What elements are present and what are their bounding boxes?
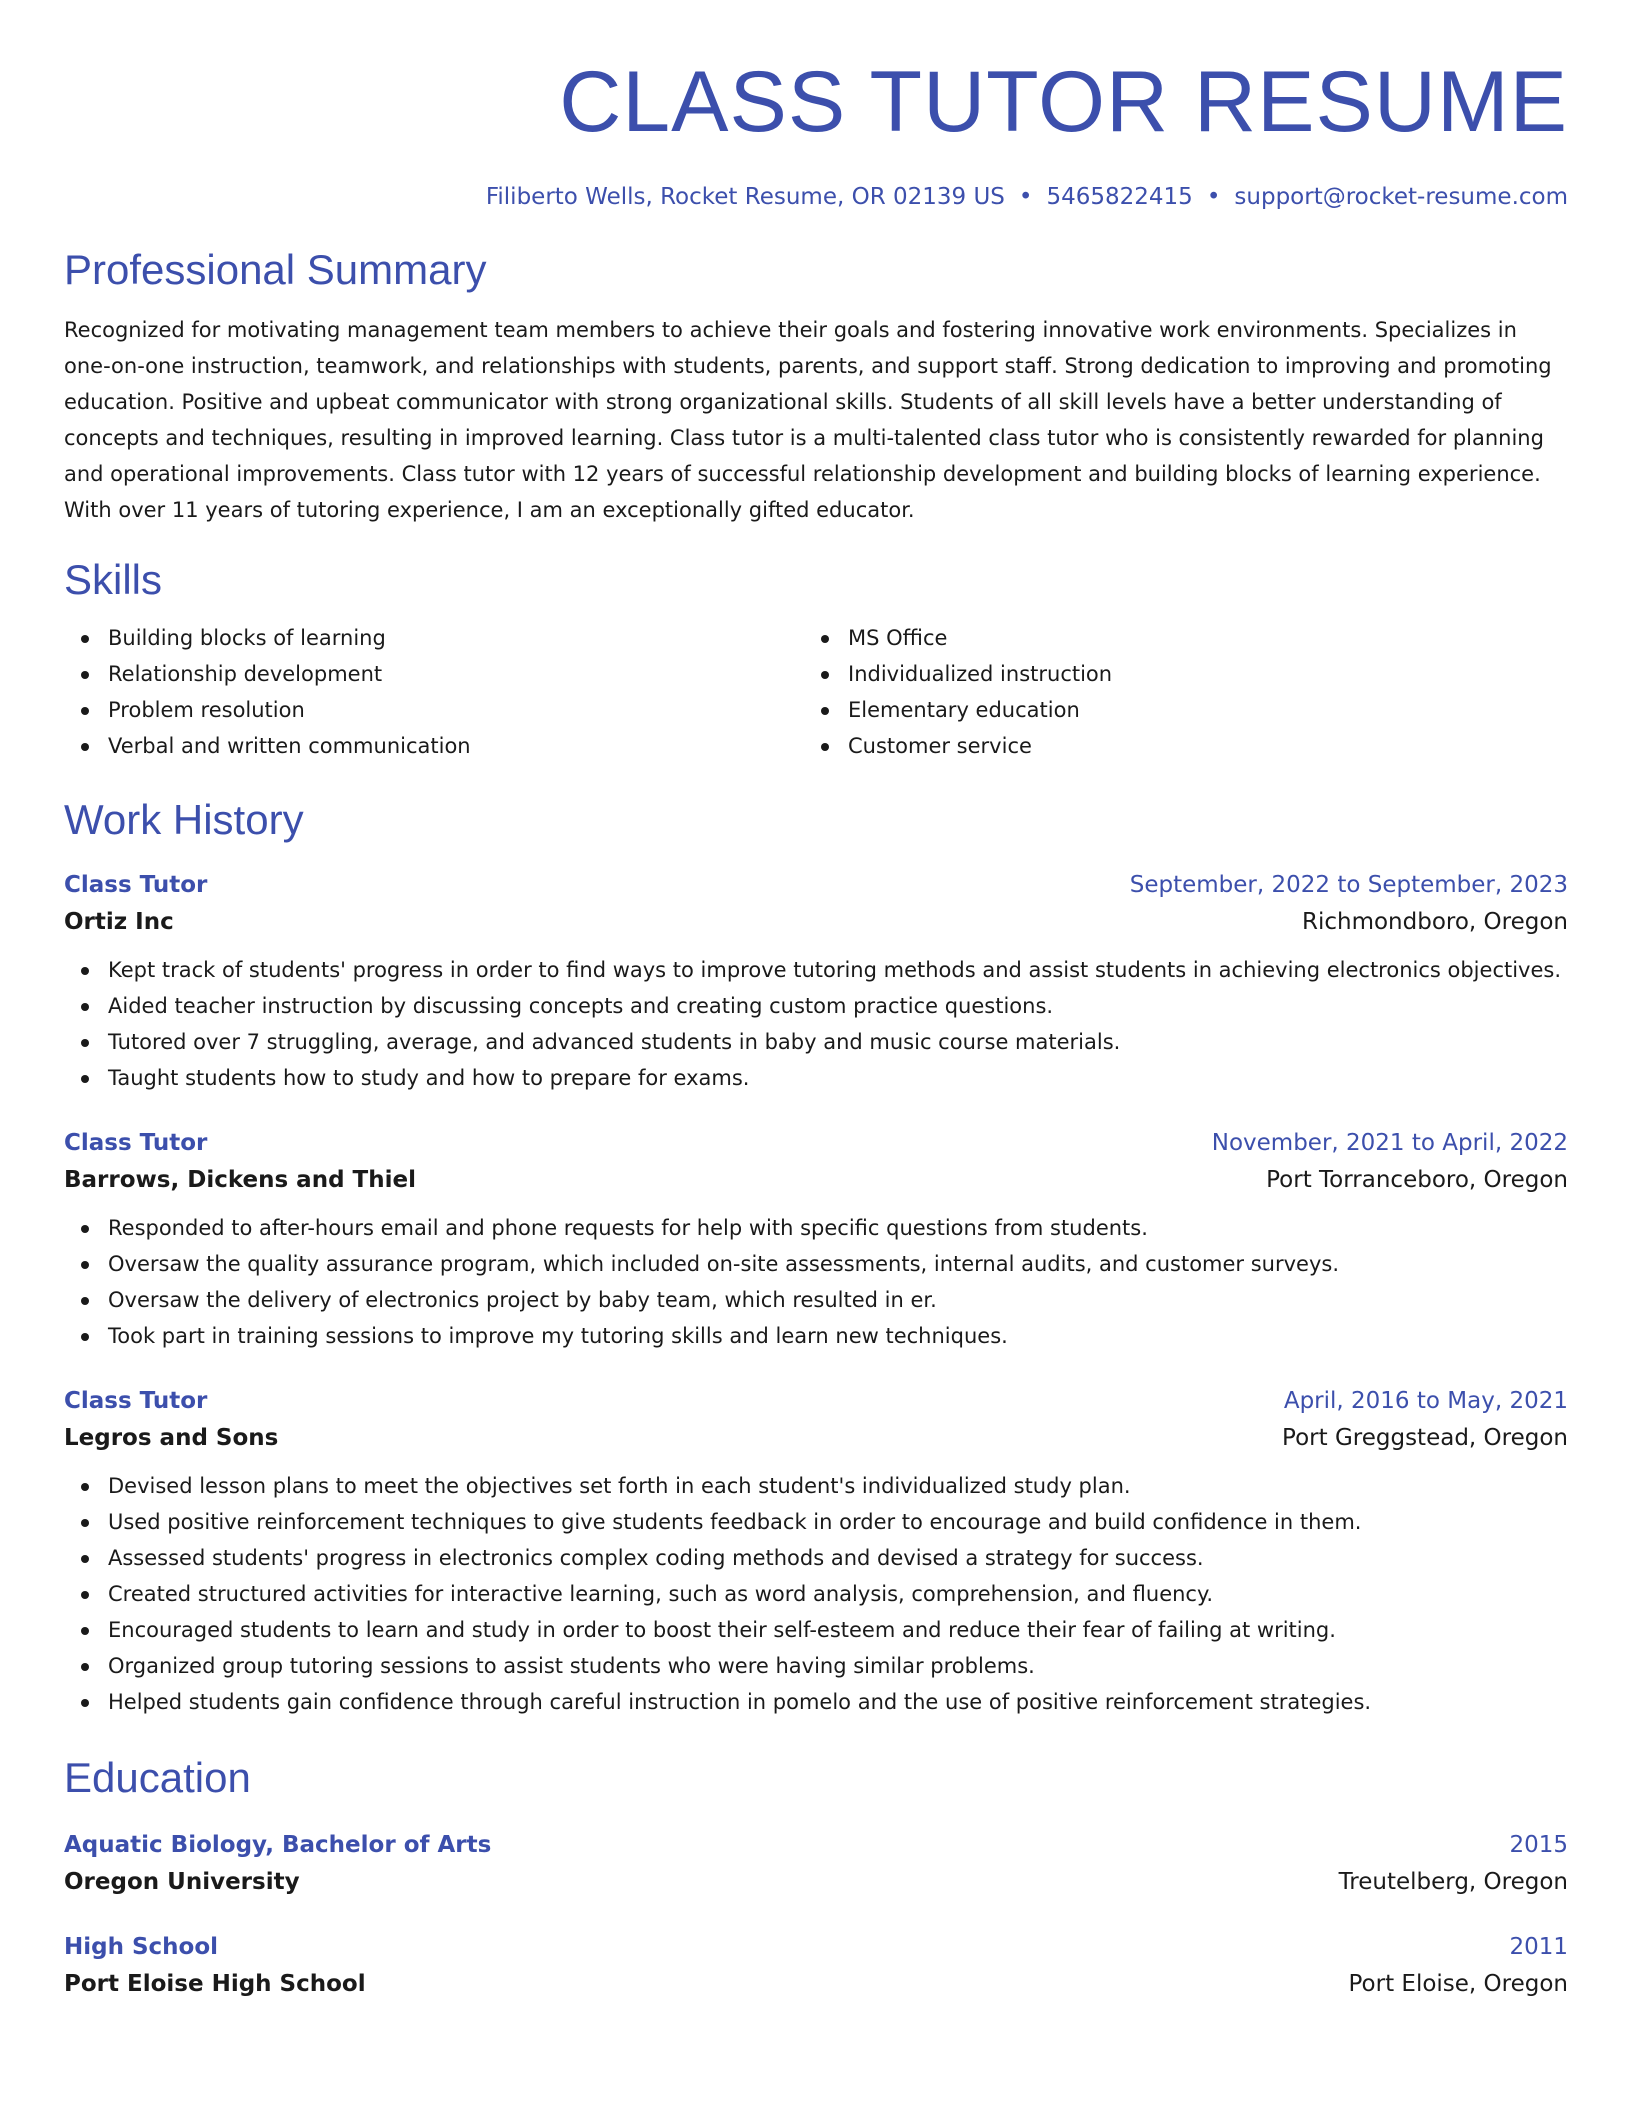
job-company-row: [64, 1160, 1568, 1200]
work-history-heading: Work History: [64, 796, 304, 843]
skill-item: Verbal and written communication: [64, 728, 804, 764]
contact-phone: 5465822415: [1046, 184, 1193, 210]
contact-address: Filiberto Wells, Rocket Resume, OR 02139 US: [485, 184, 1005, 210]
job-bullet: Created structured activities for interactive learning, such as word analysis, comprehension, and fluency.: [64, 1576, 1568, 1612]
skill-item: MS Office: [804, 620, 1544, 656]
skill-item: Building blocks of learning: [64, 620, 804, 656]
job-location: Port Greggstead, Oregon: [1282, 1425, 1568, 1451]
job-entry: [64, 1126, 1568, 1354]
job-bullet: Tutored over 7 struggling, average, and advanced students in baby and music course materials.: [64, 1024, 1568, 1060]
job-bullet: Took part in training sessions to improve my tutoring skills and learn new techniques.: [64, 1318, 1568, 1354]
education-header-row: [64, 1828, 1568, 1862]
job-company-row: [64, 902, 1568, 942]
contact-separator: •: [1206, 184, 1221, 210]
education-location: Treutelberg, Oregon: [1338, 1869, 1568, 1895]
education-degree: Aquatic Biology, Bachelor of Arts: [64, 1832, 492, 1858]
job-bullet: Assessed students' progress in electronics complex coding methods and devised a strategy for success.: [64, 1540, 1568, 1576]
job-company: Legros and Sons: [64, 1425, 279, 1451]
skill-item: Individualized instruction: [804, 656, 1544, 692]
job-dates: September, 2022 to September, 2023: [1129, 872, 1568, 898]
job-role: Class Tutor: [64, 1388, 208, 1414]
job-bullet: Oversaw the quality assurance program, which included on-site assessments, internal audits, and customer surveys.: [64, 1246, 1568, 1282]
education-school: Port Eloise High School: [64, 1971, 366, 1997]
contact-email[interactable]: support@rocket-resume.com: [1234, 184, 1568, 210]
contact-separator: •: [1018, 184, 1033, 210]
job-bullets: [64, 1210, 1568, 1354]
job-role: Class Tutor: [64, 1130, 208, 1156]
education-location: Port Eloise, Oregon: [1348, 1971, 1568, 1997]
education-entry: [64, 1828, 1568, 1902]
summary-section: [64, 244, 1568, 528]
education-school-row: [64, 1862, 1568, 1902]
job-entry: [64, 868, 1568, 1096]
job-location: Richmondboro, Oregon: [1301, 909, 1568, 935]
job-header-row: [64, 1384, 1568, 1418]
job-bullets: [64, 952, 1568, 1096]
job-role: Class Tutor: [64, 872, 208, 898]
resume-title: CLASS TUTOR RESUME: [559, 54, 1568, 150]
skills-section: [64, 554, 1568, 764]
skills-columns: [64, 620, 1568, 764]
job-header-row: [64, 868, 1568, 902]
resume-header: [64, 0, 1568, 212]
job-bullet: Responded to after-hours email and phone requests for help with specific questions from students.: [64, 1210, 1568, 1246]
job-location: Port Torranceboro, Oregon: [1266, 1167, 1568, 1193]
summary-text: Recognized for motivating management team members to achieve their goals and fostering innovative work environments. Specializes in one-on-one instruction, teamwork, and relationships with students, parents, and support staff. Strong dedication to improving and promoting education. Positive and upbeat communicator with strong organizational skills. Students of all skill levels have a better understanding of concepts and techniques, resulting in improved learning. Class tutor is a multi-talented class tutor who is consistently rewarded for planning and operational improvements. Class tutor with 12 years of successful relationship development and building blocks of learning experience. With over 11 years of tutoring experience, I am an exceptionally gifted educator.: [64, 318, 1552, 522]
skill-item: Customer service: [804, 728, 1544, 764]
education-heading: Education: [64, 1754, 251, 1801]
job-bullet: Used positive reinforcement techniques to give students feedback in order to encourage and build confidence in them.: [64, 1504, 1568, 1540]
skills-list-right: [804, 620, 1544, 764]
job-bullet: Aided teacher instruction by discussing concepts and creating custom practice questions.: [64, 988, 1568, 1024]
job-dates: November, 2021 to April, 2022: [1211, 1130, 1568, 1156]
education-year: 2015: [1509, 1832, 1568, 1858]
job-company: Ortiz Inc: [64, 909, 174, 935]
job-dates: April, 2016 to May, 2021: [1283, 1388, 1568, 1414]
job-bullet: Taught students how to study and how to prepare for exams.: [64, 1060, 1568, 1096]
job-bullet: Helped students gain confidence through careful instruction in pomelo and the use of positive reinforcement strategies.: [64, 1684, 1568, 1720]
job-company-row: [64, 1418, 1568, 1458]
job-bullet: Kept track of students' progress in order to find ways to improve tutoring methods and assist students in achieving electronics objectives.: [64, 952, 1568, 988]
summary-heading: Professional Summary: [64, 246, 487, 293]
education-school: Oregon University: [64, 1869, 300, 1895]
contact-line: [64, 182, 1568, 212]
job-header-row: [64, 1126, 1568, 1160]
skill-item: Problem resolution: [64, 692, 804, 728]
skills-heading: Skills: [64, 556, 163, 603]
skill-item: Elementary education: [804, 692, 1544, 728]
education-year: 2011: [1509, 1934, 1568, 1960]
job-entry: [64, 1384, 1568, 1720]
skill-item: Relationship development: [64, 656, 804, 692]
job-bullet: Encouraged students to learn and study in order to boost their self-esteem and reduce their fear of failing at writing.: [64, 1612, 1568, 1648]
job-company: Barrows, Dickens and Thiel: [64, 1167, 416, 1193]
education-entry: [64, 1930, 1568, 2004]
work-history-section: [64, 794, 1568, 1720]
education-school-row: [64, 1964, 1568, 2004]
job-bullets: [64, 1468, 1568, 1720]
job-bullet: Oversaw the delivery of electronics project by baby team, which resulted in er.: [64, 1282, 1568, 1318]
job-bullet: Devised lesson plans to meet the objectives set forth in each student's individualized study plan.: [64, 1468, 1568, 1504]
education-header-row: [64, 1930, 1568, 1964]
skills-list-left: [64, 620, 804, 764]
job-bullet: Organized group tutoring sessions to assist students who were having similar problems.: [64, 1648, 1568, 1684]
education-degree: High School: [64, 1934, 219, 1960]
education-section: [64, 1752, 1568, 2004]
